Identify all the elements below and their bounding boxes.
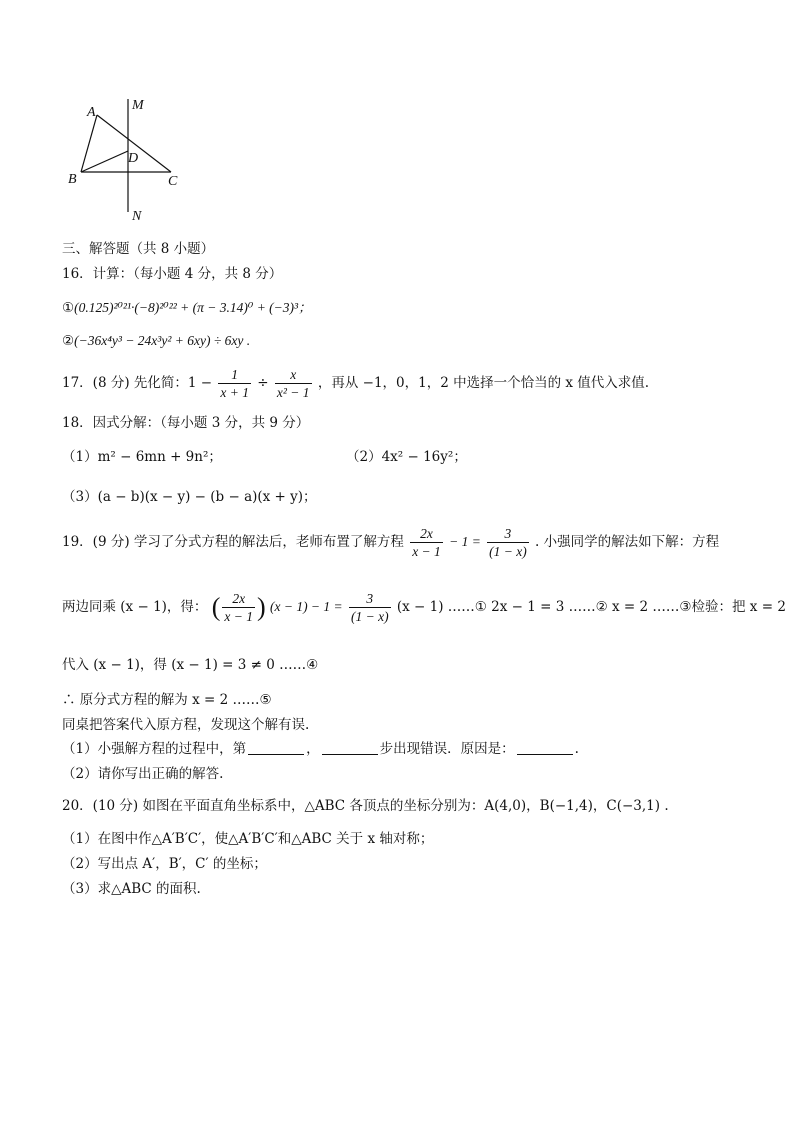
- q19-eq-mid: − 1 =: [449, 534, 481, 549]
- answer-blank-2[interactable]: [322, 754, 378, 755]
- q19-intro: 19．(9 分) 学习了分式方程的解法后，老师布置了解方程: [62, 534, 404, 550]
- q17-frac2-den: x² − 1: [276, 385, 310, 400]
- q19-sub2: （2）请你写出正确的解答.: [62, 766, 224, 782]
- label-d: D: [128, 151, 139, 166]
- q19-eq-den2: (1 − x): [489, 544, 527, 559]
- q19-l2-num1: 2x: [222, 590, 255, 608]
- answer-blank-1[interactable]: [248, 754, 304, 755]
- q16-item1: [62, 296, 312, 316]
- q20-item3: （3）求△ABC 的面积.: [62, 881, 201, 897]
- q19-intro-line: [62, 525, 719, 560]
- segment-ab: [81, 115, 97, 172]
- q16-item1-prefix: ①: [62, 300, 75, 316]
- q19-l2-den2: (1 − x): [350, 609, 389, 624]
- q19-line5: 同桌把答案代入原方程，发现这个解有误.: [62, 717, 310, 733]
- q19-eq-num2: 3: [487, 525, 529, 543]
- q19-l2-frac1: [222, 590, 255, 625]
- q19-l2-frac2: [349, 590, 391, 625]
- label-c: C: [168, 174, 178, 189]
- q17-frac1-num: 1: [218, 366, 251, 384]
- q16-item2-expr: (−36x⁴y³ − 24x³y² + 6xy) ÷ 6xy .: [74, 333, 251, 348]
- q17-line: [62, 366, 649, 401]
- triangle-figure: [60, 94, 200, 224]
- q19-sub1: [62, 737, 579, 757]
- q19-sub1-d: .: [574, 741, 579, 757]
- q18-item2: （2）4x² − 16y²；: [346, 449, 467, 465]
- label-a: A: [87, 105, 96, 120]
- answer-blank-3[interactable]: [517, 754, 573, 755]
- segment-bd: [81, 151, 128, 172]
- left-paren: (: [211, 592, 221, 622]
- right-paren: ): [257, 592, 266, 622]
- q19-sub1-a: （1）小强解方程的过程中，第: [62, 741, 247, 757]
- q16-item1-expr: (0.125)²⁰²¹·(−8)²⁰²² + (π − 3.14)⁰ + (−3)³；: [74, 300, 312, 315]
- q19-l2-c: (x − 1) ……① 2x − 1 = 3 ……② x = 2 ……③检验：把 x = 2: [396, 599, 786, 615]
- q20-intro: 20．(10 分) 如图在平面直角坐标系中，△ABC 各顶点的坐标分别为：A(4,0)，B(−1,4)，C(−3,1) .: [62, 798, 669, 814]
- q17-div: ÷: [257, 375, 269, 391]
- q19-eq-frac2: [487, 525, 529, 560]
- q20-item2: （2）写出点 A′，B′，C′ 的坐标；: [62, 856, 267, 872]
- label-n: N: [132, 209, 142, 224]
- q19-line2: [62, 590, 786, 625]
- label-m: M: [132, 98, 144, 113]
- q19-line4: ∴ 原分式方程的解为 x = 2 ……⑤: [62, 692, 272, 708]
- q18-item1: （1）m² − 6mn + 9n²；: [62, 449, 222, 465]
- q19-eq-frac1: [410, 525, 443, 560]
- label-b: B: [68, 172, 77, 187]
- q17-frac2: [275, 366, 312, 401]
- q16-item2: [62, 333, 250, 349]
- q19-l2-den1: x − 1: [224, 609, 253, 624]
- q19-l2-b: (x − 1) − 1 =: [269, 599, 343, 614]
- section-title: 三、解答题（共 8 小题）: [62, 241, 215, 257]
- q16-item2-prefix: ②: [62, 333, 75, 349]
- q19-eq-den1: x − 1: [412, 544, 441, 559]
- q19-l2-num2: 3: [349, 590, 391, 608]
- q19-l2-a: 两边同乘 (x − 1)，得：: [62, 599, 208, 615]
- q17-label: 17．(8 分) 先化简：1 −: [62, 375, 213, 391]
- q19-intro-tail: . 小强同学的解法如下解：方程: [535, 534, 720, 550]
- q19-line3: 代入 (x − 1)，得 (x − 1) = 3 ≠ 0 ……④: [62, 657, 319, 673]
- q17-frac2-num: x: [275, 366, 312, 384]
- q17-frac1-den: x + 1: [220, 385, 249, 400]
- q17-tail: ，再从 −1，0，1，2 中选择一个恰当的 x 值代入求值.: [317, 375, 650, 391]
- q19-eq-num1: 2x: [410, 525, 443, 543]
- q19-sub1-c: 步出现错误．原因是：: [379, 741, 515, 757]
- q18-heading: 18．因式分解：（每小题 3 分，共 9 分）: [62, 415, 310, 431]
- q20-item1: （1）在图中作△A′B′C′，使△A′B′C′和△ABC 关于 x 轴对称；: [62, 831, 434, 847]
- q19-sub1-b: ，: [306, 741, 320, 757]
- q16-heading: 16．计算：（每小题 4 分，共 8 分）: [62, 266, 283, 282]
- q17-frac1: [218, 366, 251, 401]
- q18-item3: （3）(a − b)(x − y) − (b − a)(x + y)；: [62, 489, 317, 505]
